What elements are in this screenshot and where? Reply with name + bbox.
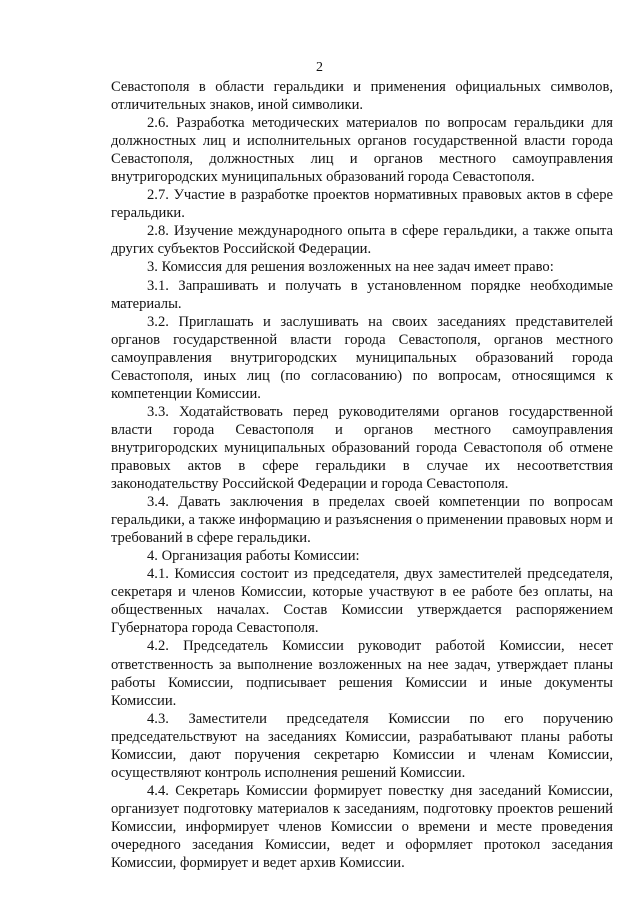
paragraph-4-2: 4.2. Председатель Комиссии руководит работой Комиссии, несет ответственность за выполнение возложенных на нее задач, утверждает планы работы Комиссии, подписывает решения Комиссии и иные документы Комиссии. [111, 638, 613, 709]
paragraph-continuation: Севастополя в области геральдики и применения официальных символов, отличительных знаков, иной символики. [111, 79, 613, 114]
paragraph-3-2: 3.2. Приглашать и заслушивать на своих заседаниях представителей органов государственной власти города Севастополя, органов местного самоуправления внутригородских муниципальных образований города Севастополя, иных лиц (по согласованию) по вопросам, относящимся к компетенции Комиссии. [111, 313, 613, 402]
page-number: 2 [316, 60, 323, 75]
paragraph-4-3: 4.3. Заместители председателя Комиссии по его поручению председательствуют на заседаниях Комиссии, разрабатывают планы работы Комиссии, дают поручения секретарю Комиссии и членам Комиссии, осуществляют контроль исполнения решений Комиссии. [111, 710, 613, 781]
paragraph-3-3: 3.3. Ходатайствовать перед руководителями органов государственной власти города Севастополя и органов местного самоуправления внутригородских муниципальных образований города Севастополя об отмене правовых актов в сфере геральдики в случае их несоответствия законодательству Российской Федерации и города Севастополя. [111, 403, 613, 493]
paragraph-2-7: 2.7. Участие в разработке проектов нормативных правовых актов в сфере геральдики. [111, 187, 613, 222]
paragraph-4-1: 4.1. Комиссия состоит из председателя, двух заместителей председателя, секретаря и членов Комиссии, которые участвуют в ее работе без оплаты, на общественных началах. Состав Комиссии утверждается распоряжением Губернатора города Севастополя. [111, 566, 613, 637]
paragraph-4: 4. Организация работы Комиссии: [147, 548, 360, 565]
paragraph-3-1: 3.1. Запрашивать и получать в установленном порядке необходимые материалы. [111, 277, 613, 312]
paragraph-4-4: 4.4. Секретарь Комиссии формирует повестку дня заседаний Комиссии, организует подготовку материалов к заседаниям, подготовку проектов решений Комиссии, информирует членов Комиссии о времени и месте проведения очередного заседания Комиссии, ведет и оформляет протокол заседания Комиссии, формирует и ведет архив Комиссии. [111, 782, 613, 872]
document-body [111, 78, 613, 872]
paragraph-2-6: 2.6. Разработка методических материалов по вопросам геральдики для должностных лиц и исполнительных органов государственной власти города Севастополя, должностных лиц и органов местного самоуправления внутригородских муниципальных образований города Севастополя. [111, 115, 613, 186]
paragraph-3: 3. Комиссия для решения возложенных на нее задач имеет право: [147, 259, 554, 276]
paragraph-3-4: 3.4. Давать заключения в пределах своей компетенции по вопросам геральдики, а также информацию и разъяснения о применении правовых норм и требований в сфере геральдики. [111, 494, 613, 547]
paragraph-2-8: 2.8. Изучение международного опыта в сфере геральдики, а также опыта других субъектов Российской Федерации. [111, 223, 613, 258]
